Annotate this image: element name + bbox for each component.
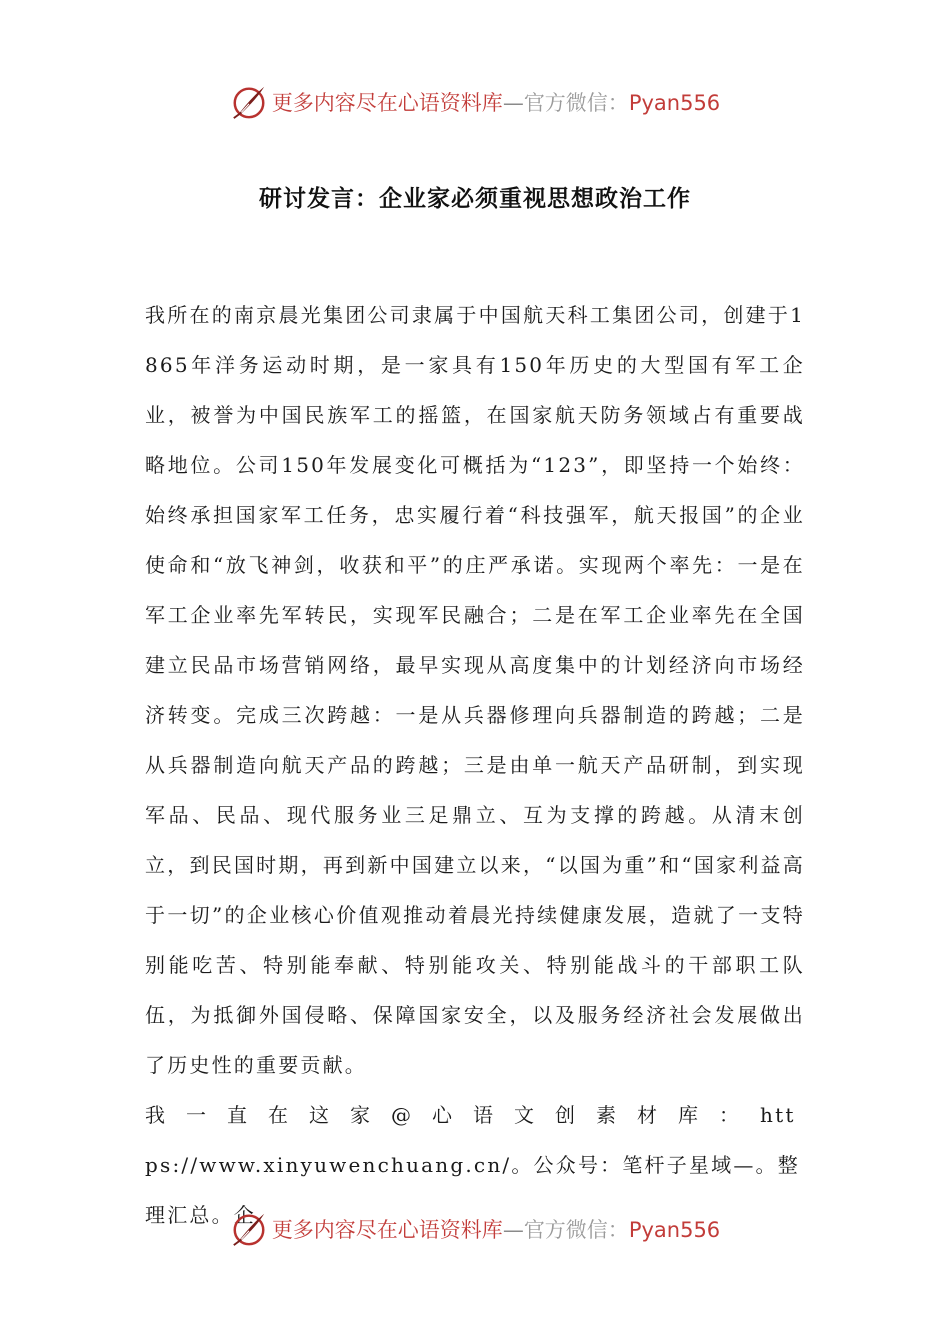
header-banner	[0, 80, 950, 124]
body-paragraph-1: 我所在的南京晨光集团公司隶属于中国航天科工集团公司，创建于1865年洋务运动时期，是一家具有150年历史的大型国有军工企业，被誉为中国民族军工的摇篮，在国家航天防务领域占有重要战略地位。公司150年发展变化可概括为“123”，即坚持一个始终：始终承担国家军工任务，忠实履行着“科技强军，航天报国”的企业使命和“放飞神剑，收获和平”的庄严承诺。实现两个率先：一是在军工企业率先军转民，实现军民融合；二是在军工企业率先在全国建立民品市场营销网络，最早实现从高度集中的计划经济向市场经济转变。完成三次跨越：一是从兵器修理向兵器制造的跨越；二是从兵器制造向航天产品的跨越；三是由单一航天产品研制，到实现军品、民品、现代服务业三足鼎立、互为支撑的跨越。从清末创立，到民国时期，再到新中国建立以来，“以国为重”和“国家利益高于一切”的企业核心价值观推动着晨光持续健康发展，造就了一支特别能吃苦、特别能奉献、特别能攻关、特别能战斗的干部职工队伍，为抵御外国侵略、保障国家安全，以及服务经济社会发展做出了历史性的重要贡献。	[145, 303, 805, 1077]
banner-wechat-id: Pyan556	[628, 1218, 721, 1242]
banner-main-text: 更多内容尽在心语资料库	[271, 1218, 503, 1242]
banner-dash: —	[502, 1218, 524, 1242]
paragraph-2-lead: 我一直在这家@心语文创素材库：	[145, 1103, 760, 1127]
quill-pen-logo-icon	[230, 1210, 268, 1248]
quill-pen-logo-icon	[230, 83, 268, 121]
banner-text	[272, 87, 720, 117]
banner-dash: —	[502, 91, 524, 115]
paragraph-2-url[interactable]: https://www.xinyuwenchuang.cn/	[145, 1103, 796, 1177]
document-body	[145, 290, 805, 1240]
banner-wechat-label: 官方微信：	[523, 91, 629, 115]
banner-wechat-label: 官方微信：	[523, 1218, 629, 1242]
banner-wechat-id: Pyan556	[628, 91, 721, 115]
footer-banner	[0, 1207, 950, 1251]
banner-text	[272, 1214, 720, 1244]
banner-main-text: 更多内容尽在心语资料库	[271, 91, 503, 115]
paragraph-2-tail: 。公众号：笔杆子星域—。整理汇总。企	[145, 1153, 800, 1227]
document-title: 研讨发言：企业家必须重视思想政治工作	[259, 185, 691, 212]
